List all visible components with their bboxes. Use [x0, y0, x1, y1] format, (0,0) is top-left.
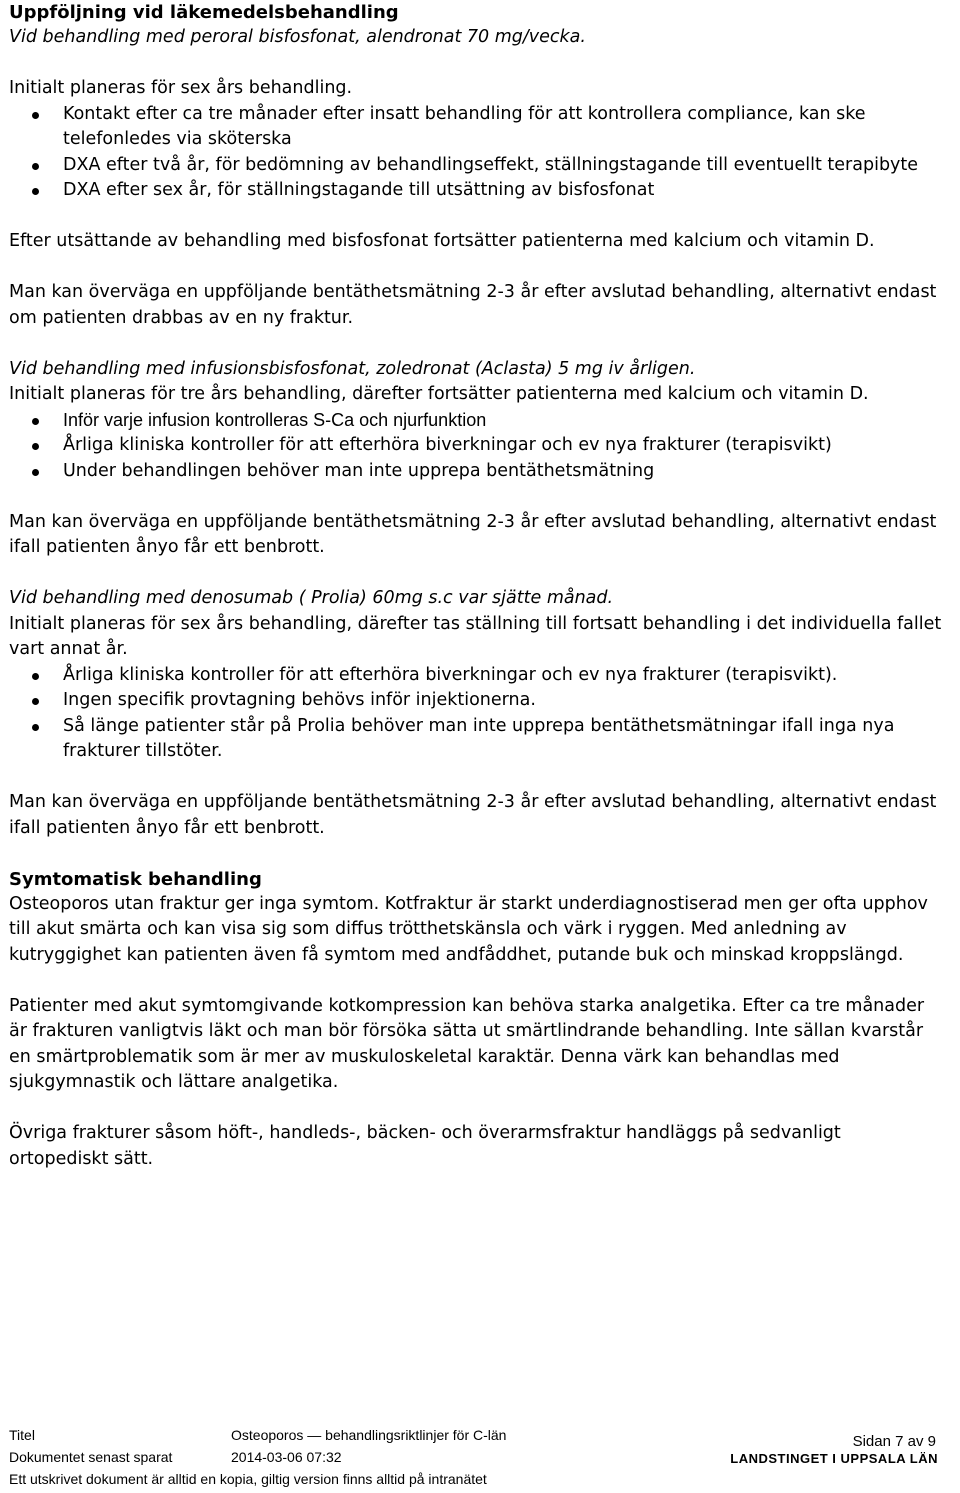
page-number: Sidan 7 av 9 [852, 1433, 936, 1450]
alendronat-title: Vid behandling med peroral bisfosfonat, alendronat 70 mg/vecka. [9, 27, 586, 47]
paragraph: Övriga frakturer såsom höft-, handleds-, bäcken- och överarmsfraktur handläggs på sedvanligt ortopediskt sätt. [9, 1123, 841, 1169]
list-item: Ingen specifik provtagning behövs inför injektionerna. [9, 688, 944, 714]
footer-note: Ett utskrivet dokument är alltid en kopia, giltig version finns alltid på intranätet [9, 1471, 487, 1487]
bullet-icon [32, 469, 39, 476]
bullet-icon [32, 724, 39, 731]
paragraph: Efter utsättande av behandling med bisfosfonat fortsätter patienterna med kalcium och vitamin D. [9, 231, 875, 251]
bullet-icon [32, 163, 39, 170]
footer-title-label: Titel [9, 1427, 35, 1443]
list-item: Kontakt efter ca tre månader efter insatt behandling för att kontrollera compliance, kan ske telefonledes via sköterska [9, 102, 944, 153]
alendronat-list [9, 102, 944, 204]
bullet-icon [32, 443, 39, 450]
list-item: DXA efter sex år, för ställningstagande till utsättning av bisfosfonat [9, 178, 944, 204]
list-item: DXA efter två år, för bedömning av behandlingseffekt, ställningstagande till eventuellt terapibyte [9, 153, 944, 179]
denosumab-intro: Initialt planeras för sex års behandling, därefter tas ställning till fortsatt behandling i det individuella fallet vart annat år. [9, 613, 942, 659]
page-footer [9, 1424, 944, 1490]
symtomatisk-heading: Symtomatisk behandling [9, 868, 262, 890]
list-item: Årliga kliniska kontroller för att efterhöra biverkningar och ev nya frakturer (terapisvikt). [9, 663, 944, 689]
document-body [9, 0, 944, 1172]
bullet-icon [32, 418, 39, 425]
bullet-icon [32, 112, 39, 119]
list-item: Årliga kliniska kontroller för att efterhöra biverkningar och ev nya frakturer (terapisvikt) [9, 433, 944, 459]
paragraph: Osteoporos utan fraktur ger inga symtom. Kotfraktur är starkt underdiagnostiserad men ger ofta upphov till akut smärta och kan visa sig som diffus trötthetskänsla och värk i ryggen. Med anledning av kutryggighet kan patienten även få symtom med andfåddhet, putande buk och minskad kroppslängd. [9, 893, 928, 965]
denosumab-title: Vid behandling med denosumab ( Prolia) 60mg s.c var sjätte månad. [9, 588, 614, 608]
list-item: Inför varje infusion kontrolleras S-Ca och njurfunktion [9, 408, 944, 434]
paragraph: Man kan överväga en uppföljande bentäthetsmätning 2-3 år efter avslutad behandling, alternativt endast om patienten drabbas av en ny fraktur. [9, 282, 937, 328]
zoledronat-list [9, 408, 944, 485]
paragraph: Man kan överväga en uppföljande bentäthetsmätning 2-3 år efter avslutad behandling, alternativt endast ifall patienten ånyo får ett benbrott. [9, 511, 937, 557]
bullet-icon [32, 698, 39, 705]
organization-logo-text: LANDSTINGET I UPPSALA LÄN [730, 1451, 938, 1466]
paragraph: Man kan överväga en uppföljande bentäthetsmätning 2-3 år efter avslutad behandling, alternativt endast ifall patienten ånyo får ett benbrott. [9, 792, 937, 838]
paragraph: Patienter med akut symtomgivande kotkompression kan behöva starka analgetika. Efter ca tre månader är frakturen vanligtvis läkt och man bör försöka sätta ut smärtlindrande behandling. Inte sällan kvarstår en smärtproblematik som är mer av muskuloskeletal karaktär. Denna värk kan behandlas med sjukgymnastik och lättare analgetika. [9, 995, 925, 1092]
alendronat-intro: Initialt planeras för sex års behandling. [9, 78, 353, 98]
list-item: Under behandlingen behöver man inte upprepa bentäthetsmätning [9, 459, 944, 485]
footer-saved-value: 2014-03-06 07:32 [231, 1449, 342, 1465]
footer-saved-label: Dokumentet senast sparat [9, 1449, 173, 1465]
bullet-icon [32, 673, 39, 680]
list-item: Så länge patienter står på Prolia behöver man inte upprepa bentäthetsmätningar ifall inga nya frakturer tillstöter. [9, 714, 944, 765]
zoledronat-intro: Initialt planeras för tre års behandling, därefter fortsätter patienterna med kalcium och vitamin D. [9, 384, 869, 404]
bullet-icon [32, 188, 39, 195]
denosumab-list [9, 663, 944, 765]
footer-title-value: Osteoporos — behandlingsriktlinjer för C-län [231, 1427, 507, 1443]
zoledronat-title: Vid behandling med infusionsbisfosfonat, zoledronat (Aclasta) 5 mg iv årligen. [9, 358, 696, 379]
section-heading: Uppföljning vid läkemedelsbehandling [9, 2, 399, 23]
